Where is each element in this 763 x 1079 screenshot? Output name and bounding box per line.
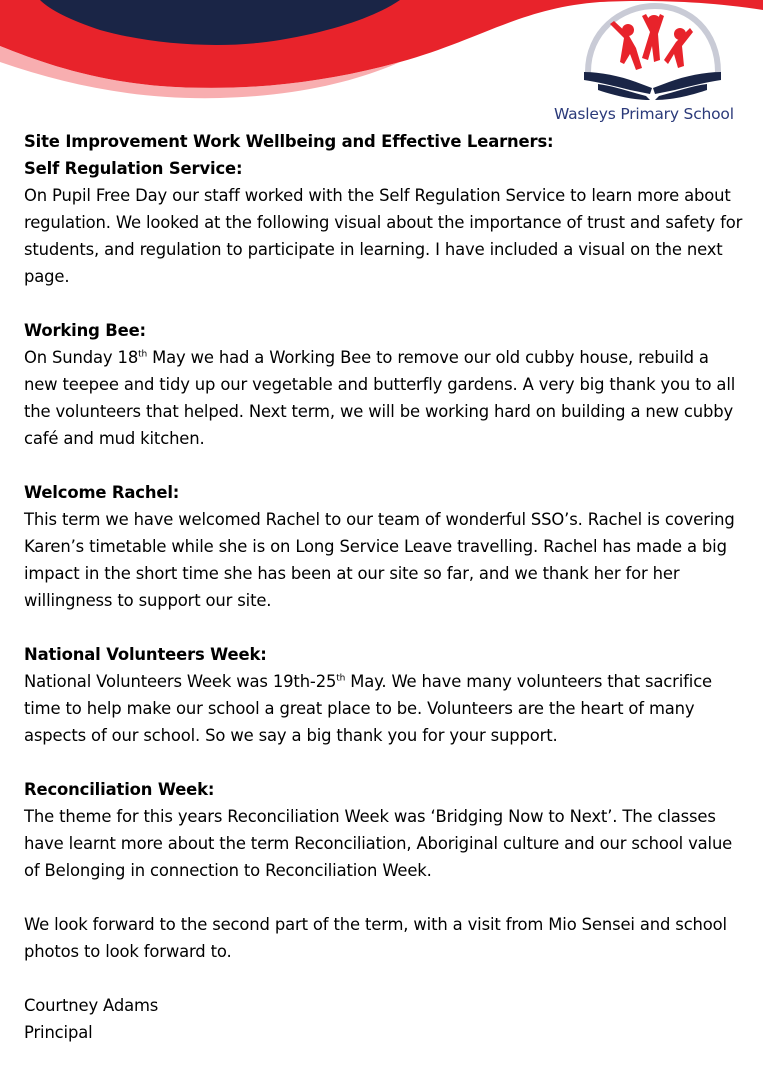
closing-paragraph: We look forward to the second part of the term, with a visit from Mio Sensei and school photos to look forward to. bbox=[24, 915, 727, 961]
self-regulation-heading: Self Regulation Service: bbox=[24, 159, 243, 178]
signature-name: Courtney Adams bbox=[24, 996, 159, 1015]
school-name: Wasleys Primary School bbox=[554, 105, 734, 123]
working-bee-heading: Working Bee: bbox=[24, 321, 146, 340]
site-improvement-heading: Site Improvement Work Wellbeing and Effective Learners: bbox=[24, 132, 554, 151]
logo-hands bbox=[584, 72, 721, 100]
reconciliation-week-body: The theme for this years Reconciliation Week was ‘Bridging Now to Next’. The classes have learnt more about the term Reconciliation, Aboriginal culture and our school value of Belonging in connection to Reconciliation Week. bbox=[24, 807, 733, 880]
newsletter-content bbox=[24, 128, 744, 1046]
reconciliation-week-heading: Reconciliation Week: bbox=[24, 780, 215, 799]
volunteers-week-heading: National Volunteers Week: bbox=[24, 645, 267, 664]
working-bee-body: On Sunday 18th May we had a Working Bee to remove our old cubby house, rebuild a new teepee and tidy up our vegetable and butterfly gardens. A very big thank you to all the volunteers that helped. Next term, we will be working hard on building a new cubby café and mud kitchen. bbox=[24, 348, 736, 448]
signature-role: Principal bbox=[24, 1023, 93, 1042]
welcome-rachel-heading: Welcome Rachel: bbox=[24, 483, 180, 502]
logo-figures bbox=[610, 14, 693, 70]
school-logo bbox=[580, 2, 725, 102]
volunteers-week-body: National Volunteers Week was 19th-25th May. We have many volunteers that sacrifice time to help make our school a great place to be. Volunteers are the heart of many aspects of our school. So we say a big thank you for your support. bbox=[24, 672, 712, 745]
welcome-rachel-body: This term we have welcomed Rachel to our team of wonderful SSO’s. Rachel is covering Karen’s timetable while she is on Long Service Leave travelling. Rachel has made a big impact in the short time she has been at our site so far, and we thank her for her willingness to support our site. bbox=[24, 510, 735, 610]
self-regulation-body: On Pupil Free Day our staff worked with the Self Regulation Service to learn more about regulation. We looked at the following visual about the importance of trust and safety for students, and regulation to participate in learning. I have included a visual on the next page. bbox=[24, 186, 743, 286]
